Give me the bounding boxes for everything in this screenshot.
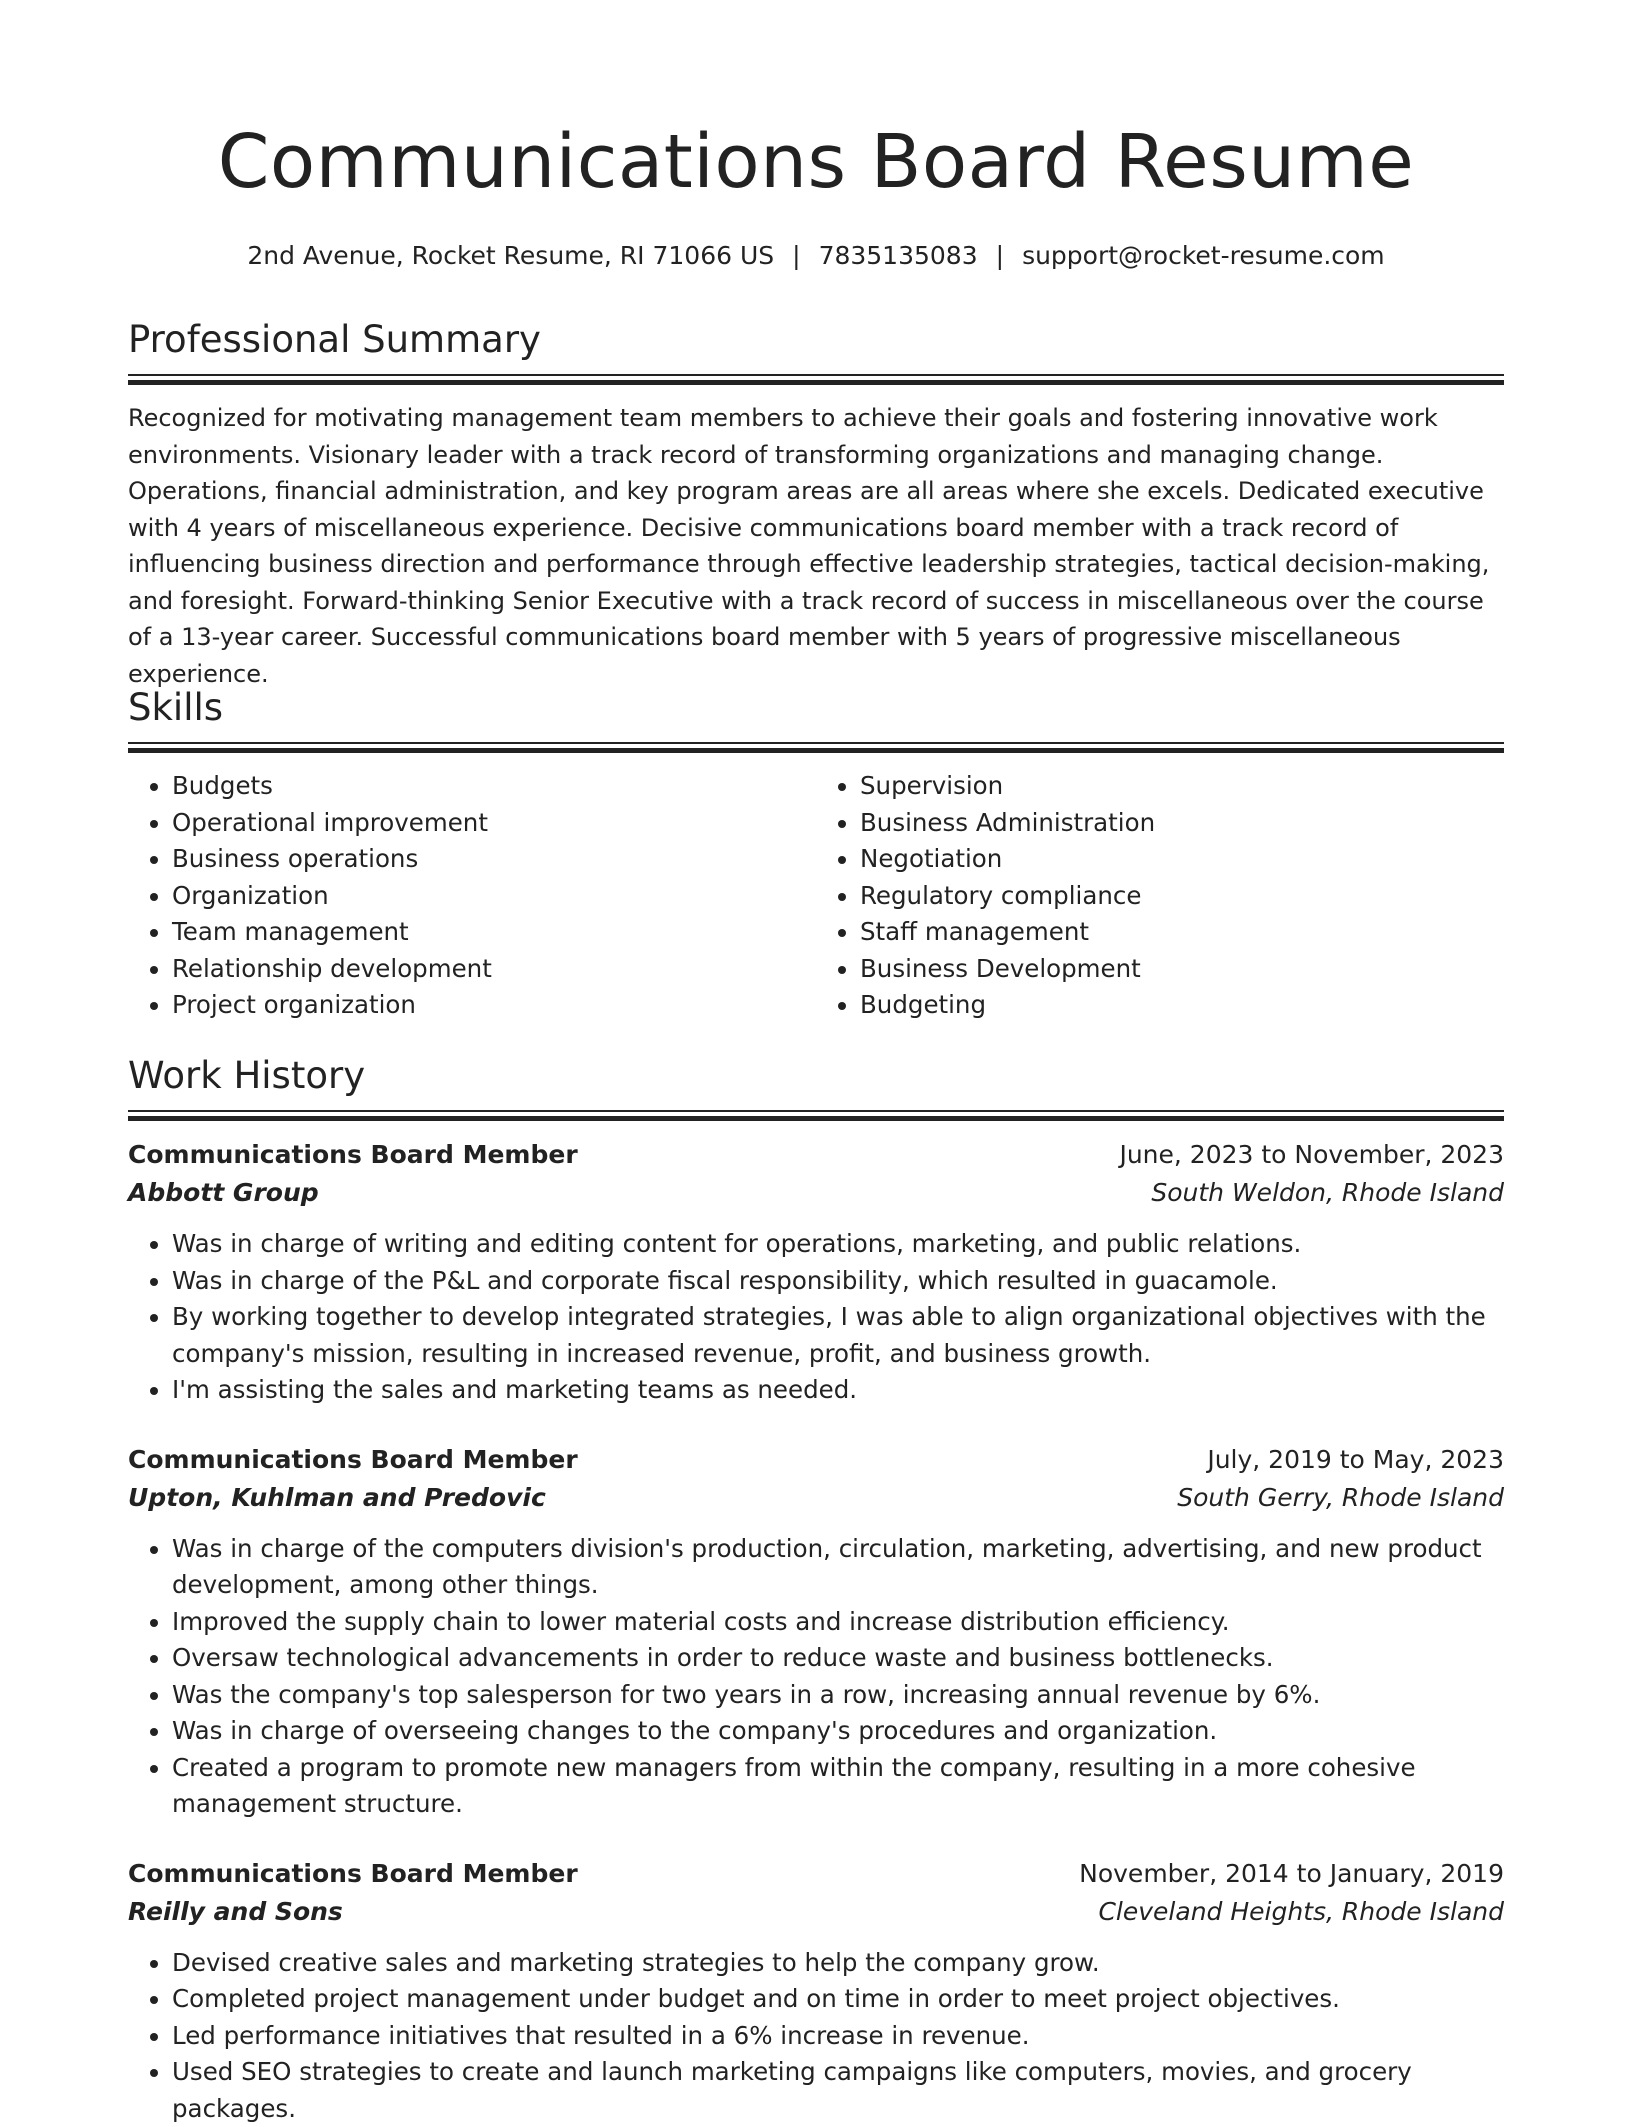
job-bullet: • Was in charge of overseeing changes to the company's procedures and organization. — [172, 1713, 1504, 1750]
job-bullet-list — [128, 1531, 1504, 1823]
job-location: South Weldon, Rhode Island — [1151, 1178, 1504, 1208]
job-bullet: • Led performance initiatives that resulted in a 6% increase in revenue. — [172, 2018, 1504, 2055]
job-location: Cleveland Heights, Rhode Island — [1098, 1896, 1504, 1926]
contact-email: support@rocket-resume.com — [1022, 241, 1385, 270]
skill-item: • Relationship development — [172, 951, 816, 988]
contact-separator: | — [792, 241, 801, 270]
contact-separator: | — [995, 241, 1005, 270]
job-bullet: • Devised creative sales and marketing strategies to help the company grow. — [172, 1945, 1504, 1982]
summary-text: Recognized for motivating management team members to achieve their goals and fostering innovative work environments. Visionary leader with a track record of transforming organizations and managing change. Operations, financial administration, and key program areas are all areas where she excels. Dedicated executive with 4 years of miscellaneous experience. Decisive communications board member with a track record of influencing business direction and performance through effective leadership strategies, tactical decision-making, and foresight. Forward-thinking Senior Executive with a track record of success in miscellaneous over the course of a 13-year career. Successful communications board member with 5 years of progressive miscellaneous experience. — [128, 404, 1490, 688]
section-heading-skills: Skills — [128, 686, 224, 729]
job-bullet: • Oversaw technological advancements in order to reduce waste and business bottlenecks. — [172, 1640, 1504, 1677]
job-title-row — [128, 1855, 1504, 1893]
job-list — [128, 1136, 1504, 2127]
skill-item: • Negotiation — [860, 841, 1504, 878]
resume-title: Communications Board Resume — [217, 119, 1415, 205]
job-bullet: • Improved the supply chain to lower material costs and increase distribution efficiency. — [172, 1604, 1504, 1641]
skill-item: • Project organization — [172, 987, 816, 1024]
skills-column-left — [128, 768, 816, 1024]
section-heading-summary: Professional Summary — [128, 318, 541, 361]
job-bullet: • Completed project management under budget and on time in order to meet project objectives. — [172, 1981, 1504, 2018]
job-bullet-list — [128, 1226, 1504, 1409]
section-divider — [128, 1110, 1504, 1120]
skill-item: • Supervision — [860, 768, 1504, 805]
job-bullet-list — [128, 1945, 1504, 2127]
job-company-row — [128, 1479, 1504, 1517]
job-bullet: • Was in charge of writing and editing content for operations, marketing, and public relations. — [172, 1226, 1504, 1263]
job-bullet: • Was the company's top salesperson for two years in a row, increasing annual revenue by 6%. — [172, 1677, 1504, 1714]
job-bullet: • By working together to develop integrated strategies, I was able to align organizational objectives with the company's mission, resulting in increased revenue, profit, and business growth. — [172, 1299, 1504, 1372]
job-title-row — [128, 1441, 1504, 1479]
job-dates: July, 2019 to May, 2023 — [1207, 1444, 1504, 1474]
job-title-row — [128, 1136, 1504, 1174]
job-company: Upton, Kuhlman and Predovic — [128, 1482, 546, 1512]
job-entry — [128, 1441, 1504, 1823]
job-company: Abbott Group — [128, 1178, 319, 1208]
job-entry — [128, 1136, 1504, 1409]
job-dates: November, 2014 to January, 2019 — [1079, 1858, 1504, 1888]
contact-line — [128, 240, 1504, 273]
skill-item: • Staff management — [860, 914, 1504, 951]
skills-grid — [128, 768, 1504, 1024]
job-entry — [128, 1855, 1504, 2127]
section-heading-work-history: Work History — [128, 1054, 366, 1097]
job-company: Reilly and Sons — [128, 1896, 343, 1926]
skills-section — [128, 686, 1504, 1024]
job-bullet: • Created a program to promote new managers from within the company, resulting in a more cohesive management structure. — [172, 1750, 1504, 1823]
section-divider — [128, 742, 1504, 752]
job-bullet: • Used SEO strategies to create and launch marketing campaigns like computers, movies, and grocery packages. — [172, 2054, 1504, 2127]
skill-item: • Budgeting — [860, 987, 1504, 1024]
job-title: Communications Board Member — [128, 1444, 578, 1474]
job-dates: June, 2023 to November, 2023 — [1119, 1140, 1504, 1170]
skill-item: • Organization — [172, 878, 816, 915]
work-history-section — [128, 1054, 1504, 2127]
skill-item: • Business Administration — [860, 805, 1504, 842]
job-title: Communications Board Member — [128, 1858, 578, 1888]
skill-item: • Team management — [172, 914, 816, 951]
skills-column-right — [816, 768, 1504, 1024]
professional-summary-section — [128, 318, 1504, 692]
job-location: South Gerry, Rhode Island — [1177, 1482, 1504, 1512]
job-bullet: • Was in charge of the computers division's production, circulation, marketing, advertising, and new product development, among other things. — [172, 1531, 1504, 1604]
skill-item: • Regulatory compliance — [860, 878, 1504, 915]
job-company-row — [128, 1893, 1504, 1931]
job-bullet: • Was in charge of the P&L and corporate fiscal responsibility, which resulted in guacamole. — [172, 1263, 1504, 1300]
skill-item: • Budgets — [172, 768, 816, 805]
skill-item: • Business operations — [172, 841, 816, 878]
job-company-row — [128, 1174, 1504, 1212]
section-divider — [128, 374, 1504, 384]
skill-item: • Business Development — [860, 951, 1504, 988]
contact-phone: 7835135083 — [818, 241, 978, 270]
skill-item: • Operational improvement — [172, 805, 816, 842]
job-title: Communications Board Member — [128, 1140, 578, 1170]
job-bullet: • I'm assisting the sales and marketing teams as needed. — [172, 1372, 1504, 1409]
contact-address: 2nd Avenue, Rocket Resume, RI 71066 US — [247, 241, 775, 270]
